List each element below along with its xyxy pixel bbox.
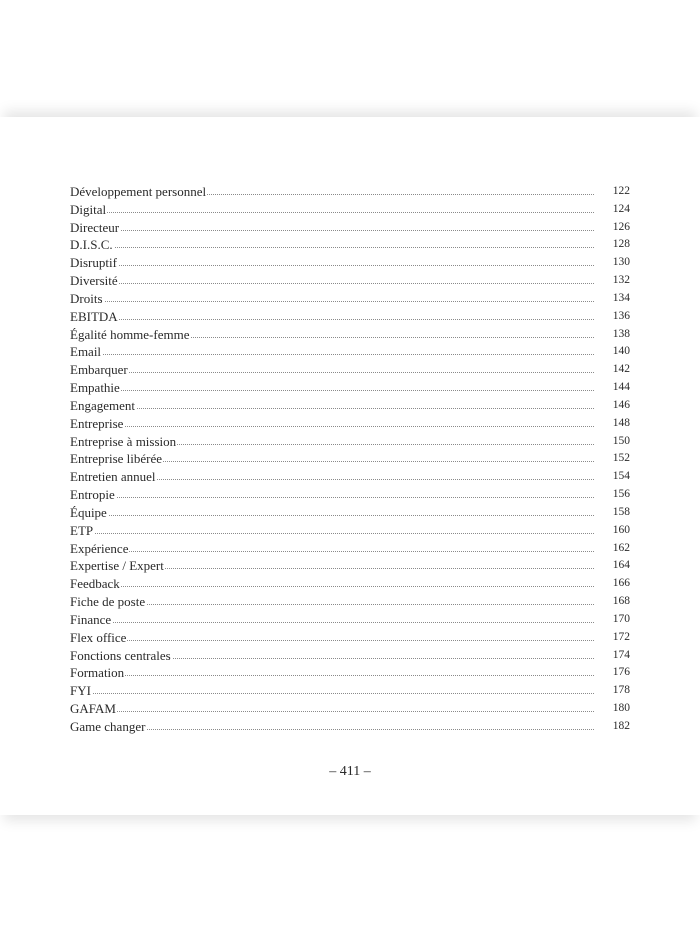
toc-entry-label: Embarquer (70, 362, 128, 378)
toc-entry-label: Finance (70, 611, 112, 627)
toc-entry (70, 504, 630, 522)
dot-leader (70, 301, 594, 302)
toc-entry-label: Fiche de poste (70, 594, 146, 610)
toc-entry-label: Disruptif (70, 255, 117, 271)
toc-entry (70, 183, 630, 201)
dot-leader (70, 675, 594, 676)
toc-entry (70, 575, 630, 593)
dot-leader (70, 640, 594, 641)
toc-entry-page: 180 (612, 702, 630, 715)
toc-entry-page: 148 (612, 416, 630, 429)
toc-entry-page: 162 (612, 541, 630, 554)
dot-leader (70, 372, 594, 373)
toc-entry (70, 611, 630, 629)
toc-entry-label: FYI (70, 683, 91, 699)
toc-entry-label: Entropie (70, 487, 115, 503)
toc-entry (70, 379, 630, 397)
toc-entry-label: Empathie (70, 380, 120, 396)
toc-entry-label: Feedback (70, 576, 120, 592)
page-number: – 411 – (329, 764, 371, 779)
toc-entry (70, 468, 630, 486)
toc-entry-page: 176 (612, 666, 630, 679)
toc-entry (70, 415, 630, 433)
toc-entry-label: Développement personnel (70, 184, 207, 199)
toc-entry (70, 700, 630, 718)
toc-entry (70, 664, 630, 682)
toc-entry (70, 343, 630, 361)
toc-entry-page: 164 (612, 559, 630, 572)
toc-entry (70, 236, 630, 254)
dot-leader (70, 319, 594, 320)
toc-entry-page: 140 (612, 345, 630, 358)
dot-leader (70, 551, 594, 552)
dot-leader (70, 622, 594, 623)
dot-leader (70, 711, 594, 712)
toc-entry-page: 154 (612, 470, 630, 483)
toc-entry-page: 122 (612, 185, 630, 197)
toc-entry (70, 254, 630, 272)
dot-leader (70, 230, 594, 231)
toc-entry (70, 682, 630, 700)
dot-leader (70, 693, 594, 694)
dot-leader (70, 354, 594, 355)
dot-leader (70, 212, 594, 213)
toc-entry (70, 486, 630, 504)
toc-entry-page: 136 (612, 309, 630, 322)
toc-entry-label: Entreprise à mission (70, 433, 177, 449)
toc-entry (70, 326, 630, 344)
toc-entry-label: Engagement (70, 397, 135, 413)
toc-entry (70, 272, 630, 290)
toc-entry-label: Game changer (70, 718, 146, 734)
toc-entry-page: 138 (612, 327, 630, 340)
toc-entry-page: 144 (612, 381, 630, 394)
toc-entry-page: 178 (612, 684, 630, 697)
toc-entry (70, 718, 630, 736)
toc-entry (70, 629, 630, 647)
toc-entry-label: Expertise / Expert (70, 558, 164, 574)
toc-entry (70, 361, 630, 379)
toc-entry (70, 522, 630, 540)
toc-entry-label: Digital (70, 201, 107, 217)
toc-entry-page: 152 (612, 452, 630, 465)
toc-entry (70, 219, 630, 237)
dot-leader (70, 497, 594, 498)
toc-entry-label: ETP (70, 522, 94, 538)
toc-entry-page: 170 (612, 612, 630, 625)
toc-entry (70, 450, 630, 468)
toc-entry-page: 182 (612, 719, 630, 732)
toc-entry-page: 168 (612, 595, 630, 608)
dot-leader (70, 426, 594, 427)
toc-entry-page: 166 (612, 577, 630, 590)
toc-entry-label: Diversité (70, 273, 118, 289)
dot-leader (70, 283, 594, 284)
dot-leader (70, 265, 594, 266)
toc-entry (70, 433, 630, 451)
toc-entry (70, 557, 630, 575)
toc-entry (70, 201, 630, 219)
toc-entry (70, 290, 630, 308)
toc-entry-label: Flex office (70, 629, 127, 645)
toc-entry-label: GAFAM (70, 701, 116, 717)
toc-entry (70, 397, 630, 415)
toc-entry-page: 156 (612, 488, 630, 501)
toc-entry-label: Email (70, 344, 102, 360)
toc-entry-label: Directeur (70, 219, 120, 235)
toc-entry-page: 132 (612, 274, 630, 287)
toc-entry-label: Formation (70, 665, 125, 681)
toc-entry-page: 174 (612, 648, 630, 661)
dot-leader (70, 533, 594, 534)
toc-entry-label: Équipe (70, 504, 107, 520)
toc-entry-label: Entretien annuel (70, 469, 156, 485)
toc-entry-page: 130 (612, 256, 630, 269)
toc-entry-page: 150 (612, 434, 630, 447)
toc-entry-label: D.I.S.C. (70, 237, 113, 253)
book-page (0, 117, 700, 815)
toc-entry (70, 308, 630, 326)
toc-entry-page: 142 (612, 363, 630, 376)
toc-entry-page: 172 (612, 630, 630, 643)
dot-leader (70, 729, 594, 730)
toc-entry-page: 160 (612, 523, 630, 536)
dot-leader (70, 408, 594, 409)
toc-entry (70, 647, 630, 665)
toc-entry-label: Expérience (70, 540, 129, 556)
dot-leader (70, 586, 594, 587)
toc-entry-label: Entreprise libérée (70, 451, 163, 467)
toc-entry-page: 126 (612, 220, 630, 233)
toc-entry-page: 146 (612, 398, 630, 411)
toc-entry-label: Droits (70, 290, 103, 306)
toc-entry-label: Fonctions centrales (70, 647, 171, 663)
toc-entry-label: EBITDA (70, 308, 118, 324)
toc-entry-page: 128 (612, 238, 630, 251)
dot-leader (70, 247, 594, 248)
toc-entry-page: 124 (612, 202, 630, 215)
toc-entry-label: Entreprise (70, 415, 124, 431)
table-of-contents (70, 183, 630, 736)
toc-entry-page: 158 (612, 505, 630, 518)
dot-leader (70, 390, 594, 391)
toc-entry (70, 540, 630, 558)
dot-leader (70, 515, 594, 516)
dot-leader (70, 604, 594, 605)
toc-entry-page: 134 (612, 291, 630, 304)
toc-entry-label: Égalité homme-femme (70, 326, 190, 342)
toc-entry (70, 593, 630, 611)
